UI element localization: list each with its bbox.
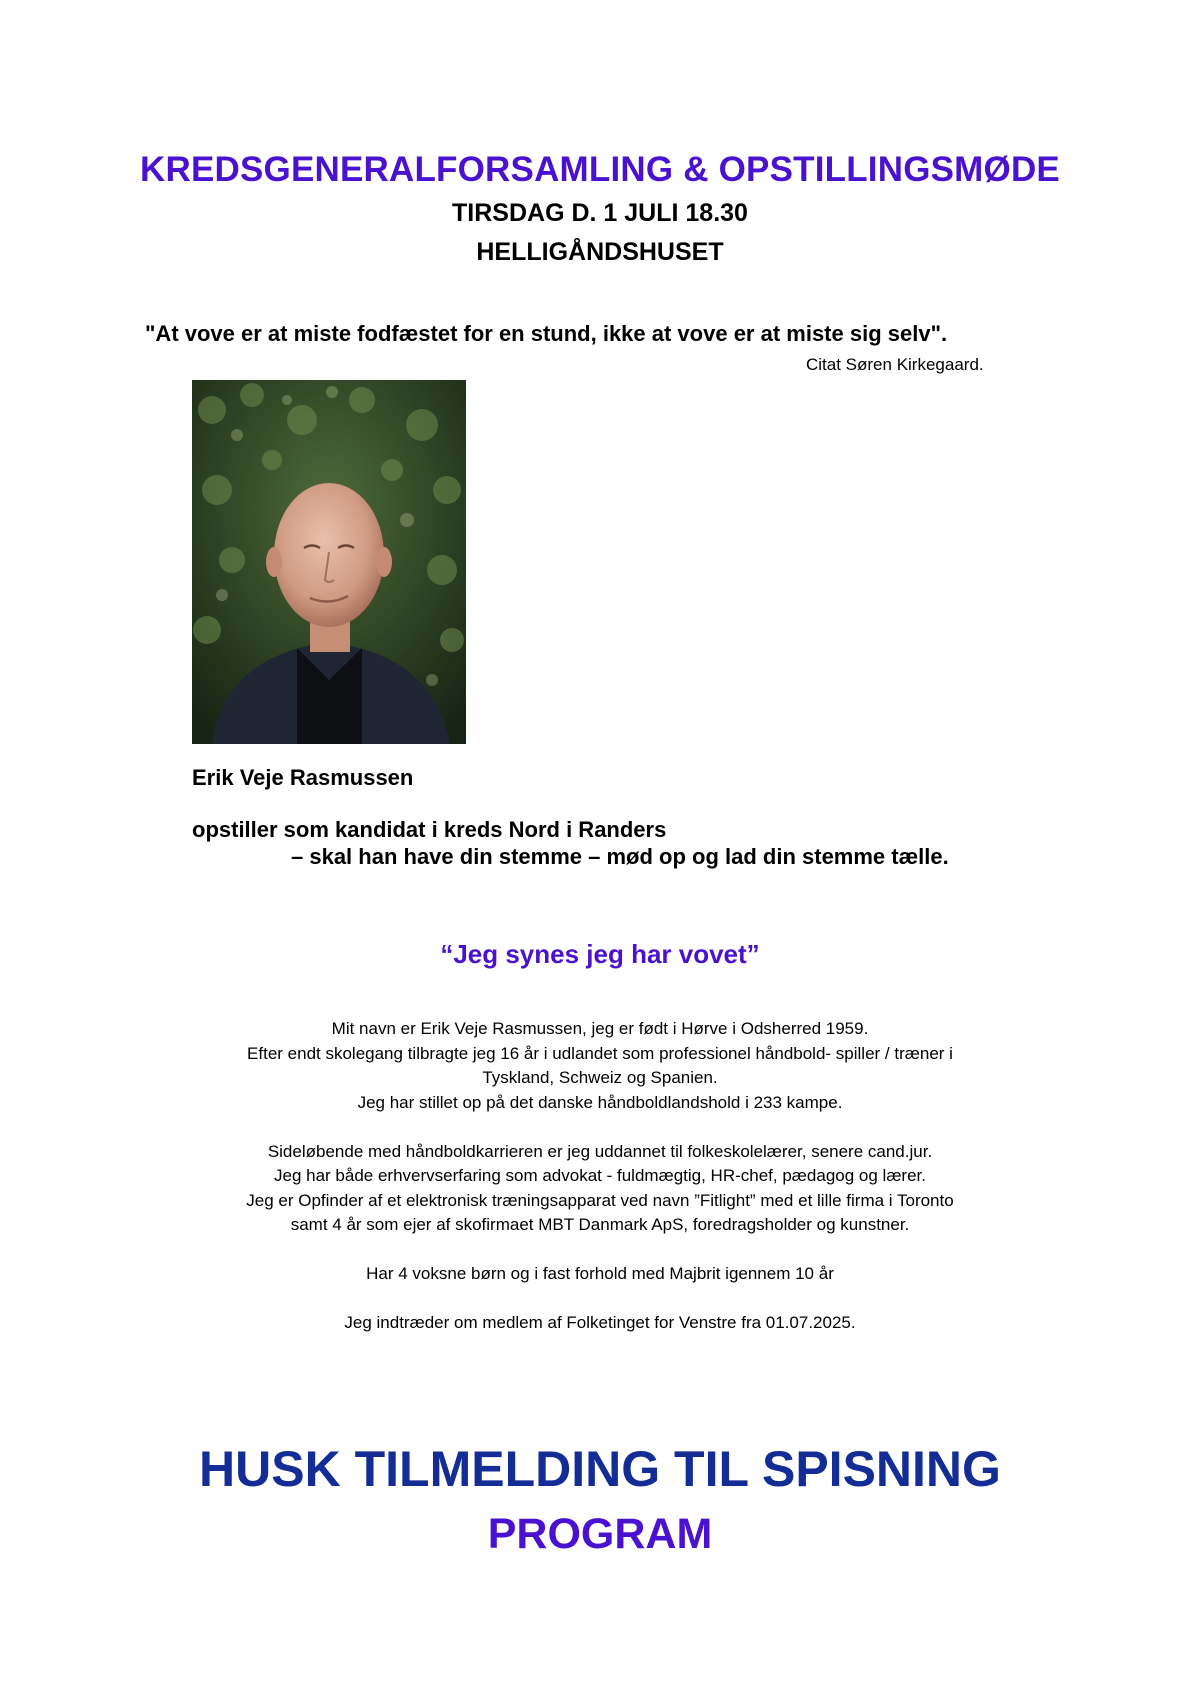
- bio-paragraph: [0, 1017, 1200, 1115]
- bio-line: Tyskland, Schweiz og Spanien.: [482, 1068, 718, 1087]
- quote-source: Citat Søren Kirkegaard.: [806, 355, 984, 374]
- bio-line: Jeg har både erhvervserfaring som advokat - fuldmægtig, HR-chef, pædagog og lærer.: [274, 1166, 926, 1185]
- event-date: TIRSDAG D. 1 JULI 18.30: [452, 199, 748, 227]
- candidate-line-1: opstiller som kandidat i kreds Nord i Randers: [192, 817, 667, 842]
- candidate-photo: [192, 380, 466, 744]
- bio-line: Sideløbende med håndboldkarrieren er jeg uddannet til folkeskolelærer, senere cand.jur.: [267, 1141, 933, 1161]
- bio-line: Jeg er Opfinder af et elektronisk træningsapparat ved navn ”Fitlight” med et lille firma i Toronto: [246, 1190, 954, 1210]
- bio-paragraph: [0, 1140, 1200, 1238]
- bio-line: Jeg har stillet op på det danske håndboldlandshold i 233 kampe.: [357, 1092, 843, 1112]
- event-venue: HELLIGÅNDSHUSET: [476, 238, 724, 266]
- bio-line: samt 4 år som ejer af skofirmaet MBT Danmark ApS, foredragsholder og kunstner.: [290, 1215, 910, 1234]
- candidate-line-2: – skal han have din stemme – mød op og lad din stemme tælle.: [291, 844, 949, 869]
- bio-paragraph: [0, 1262, 1200, 1287]
- bio-line: Har 4 voksne børn og i fast forhold med Majbrit igennem 10 år: [366, 1264, 834, 1283]
- bio-line: Efter endt skolegang tilbragte jeg 16 år i udlandet som professionel håndbold- spiller / træner i: [247, 1043, 953, 1063]
- bio-paragraph: [0, 1311, 1200, 1336]
- event-title: KREDSGENERALFORSAMLING & OPSTILLINGSMØDE: [140, 150, 1060, 189]
- bio-line: Mit navn er Erik Veje Rasmussen, jeg er født i Hørve i Odsherred 1959.: [331, 1019, 869, 1038]
- signup-reminder: HUSK TILMELDING TIL SPISNING: [199, 1441, 1001, 1497]
- candidate-name: Erik Veje Rasmussen: [192, 765, 414, 790]
- program-heading: PROGRAM: [487, 1510, 713, 1558]
- biography: [0, 1017, 1200, 1336]
- quote-text: "At vove er at miste fodfæstet for en stund, ikke at vove er at miste sig selv".: [145, 321, 948, 346]
- bio-line: Jeg indtræder om medlem af Folketinget for Venstre fra 01.07.2025.: [344, 1313, 856, 1332]
- motto: “Jeg synes jeg har vovet”: [440, 939, 760, 969]
